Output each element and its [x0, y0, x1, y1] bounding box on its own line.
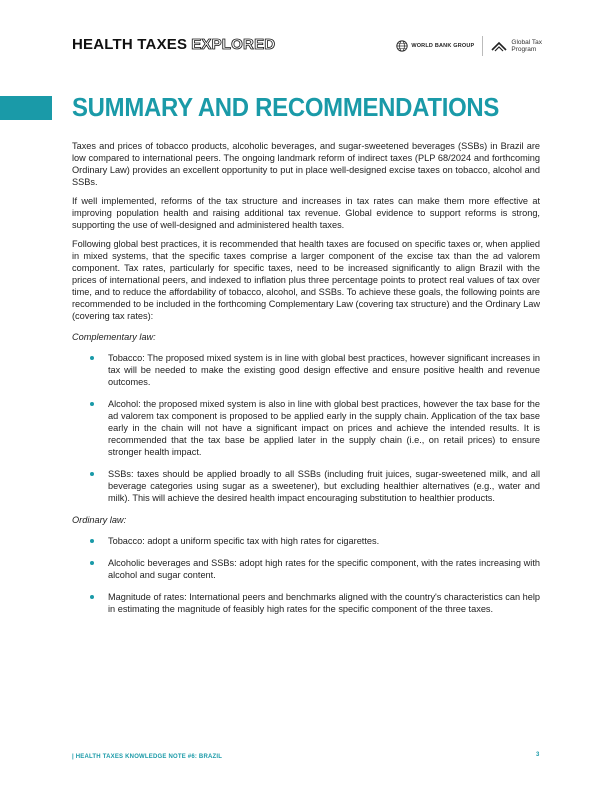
list-item [108, 352, 540, 388]
intro-paragraph: Taxes and prices of tobacco products, alcoholic beverages, and sugar-sweetened beverages (SSBs) in Brazil are low compared to international peers. The ongoing landmark reform of indirect taxes (PLP 68/2024 and forthcoming Ordinary Law) provides an excellent opportunity to put in place well-designed excise taxes on tobacco, alcohol and SSBs. [72, 141, 540, 187]
reform-paragraph: If well implemented, reforms of the tax structure and increases in tax rates can make them more effective at improving population health and raising additional tax revenue. Global evidence to support reforms is strong, supporting the use of well-designed and administered health taxes. [72, 196, 540, 230]
logo-divider [482, 36, 483, 56]
ordinary-law-heading: Ordinary law: [72, 515, 127, 525]
page-title: SUMMARY AND RECOMMENDATIONS [72, 92, 500, 122]
gt-line-1: Global Tax [511, 39, 542, 46]
list-item [108, 591, 540, 615]
main-content [72, 140, 540, 625]
brand-outline-text: EXPLORED [191, 36, 276, 53]
world-bank-logo [396, 40, 474, 52]
brand-bold-text: HEALTH TAXES [72, 36, 188, 53]
bullet-dot-icon [90, 561, 94, 565]
world-bank-label: WORLD BANK GROUP [411, 43, 475, 49]
best-practices-paragraph: Following global best practices, it is recommended that health taxes are focused on specific taxes or, when applied in mixed systems, that the specific taxes comprise a larger component of the excise tax than the ad valorem component. Tax rates, particularly for specific taxes, need to be increased significantly to align Brazil with the prices of international peers, and indexed to inflation plus three percentage points to protect real values of tax over time, and to reduce the affordability of tobacco, alcohol, and SSBs. To achieve these goals, the following points are recommended to be included in the forthcoming Complementary Law (covering tax structure) and the Ordinary Law (covering tax rates): [72, 239, 540, 321]
partner-logos [396, 34, 542, 58]
footer-label: | HEALTH TAXES KNOWLEDGE NOTE #6: BRAZIL [72, 754, 223, 760]
complementary-law-list [72, 352, 540, 504]
bullet-dot-icon [90, 356, 94, 360]
bullet-dot-icon [90, 595, 94, 599]
list-item-text: SSBs: taxes should be applied broadly to all SSBs (including fruit juices, sugar-sweetened milk, and all beverage categories using sugar as a sweetener), but excluding healthier alternatives (e.g., water and milk). This will achieve the desired health impact encouraging substitution to healthier products. [108, 469, 540, 503]
list-item-text: Alcoholic beverages and SSBs: adopt high rates for the specific component, with the rates increasing with alcohol and sugar content. [108, 558, 540, 580]
globe-icon [396, 40, 408, 52]
list-item [108, 398, 540, 458]
bullet-dot-icon [90, 472, 94, 476]
complementary-law-heading: Complementary law: [72, 332, 156, 342]
bullet-dot-icon [90, 402, 94, 406]
title-accent-bar [0, 96, 52, 120]
brand-wordmark [72, 36, 275, 53]
list-item [108, 557, 540, 581]
list-item [108, 535, 540, 547]
global-tax-program-logo [491, 39, 542, 53]
list-item [108, 468, 540, 504]
global-tax-program-label [511, 39, 542, 53]
bullet-dot-icon [90, 539, 94, 543]
chevron-up-icon [491, 40, 507, 52]
page-number: 3 [536, 752, 540, 758]
page-header [72, 34, 542, 58]
list-item-text: Tobacco: The proposed mixed system is in line with global best practices, however significant increases in tax will be needed to make the existing good design effective and ensure positive health and revenue outcomes. [108, 353, 540, 387]
ordinary-law-list [72, 535, 540, 615]
list-item-text: Magnitude of rates: International peers and benchmarks aligned with the country's characteristics can help in estimating the magnitude of feasibly high rates for the specific component of the three taxes. [108, 592, 540, 614]
gt-line-2: Program [511, 46, 537, 53]
list-item-text: Alcohol: the proposed mixed system is also in line with global best practices, however the tax base for the ad valorem tax component is proposed to be applied early in the supply chain. Application of the tax base early in the chain will not have a significant impact on prices and achieve the intended results. It is recommended that the tax base be applied later in the supply chain (i.e., on retail prices) to ensure stronger health impact. [108, 399, 540, 457]
list-item-text: Tobacco: adopt a uniform specific tax with high rates for cigarettes. [108, 536, 380, 546]
